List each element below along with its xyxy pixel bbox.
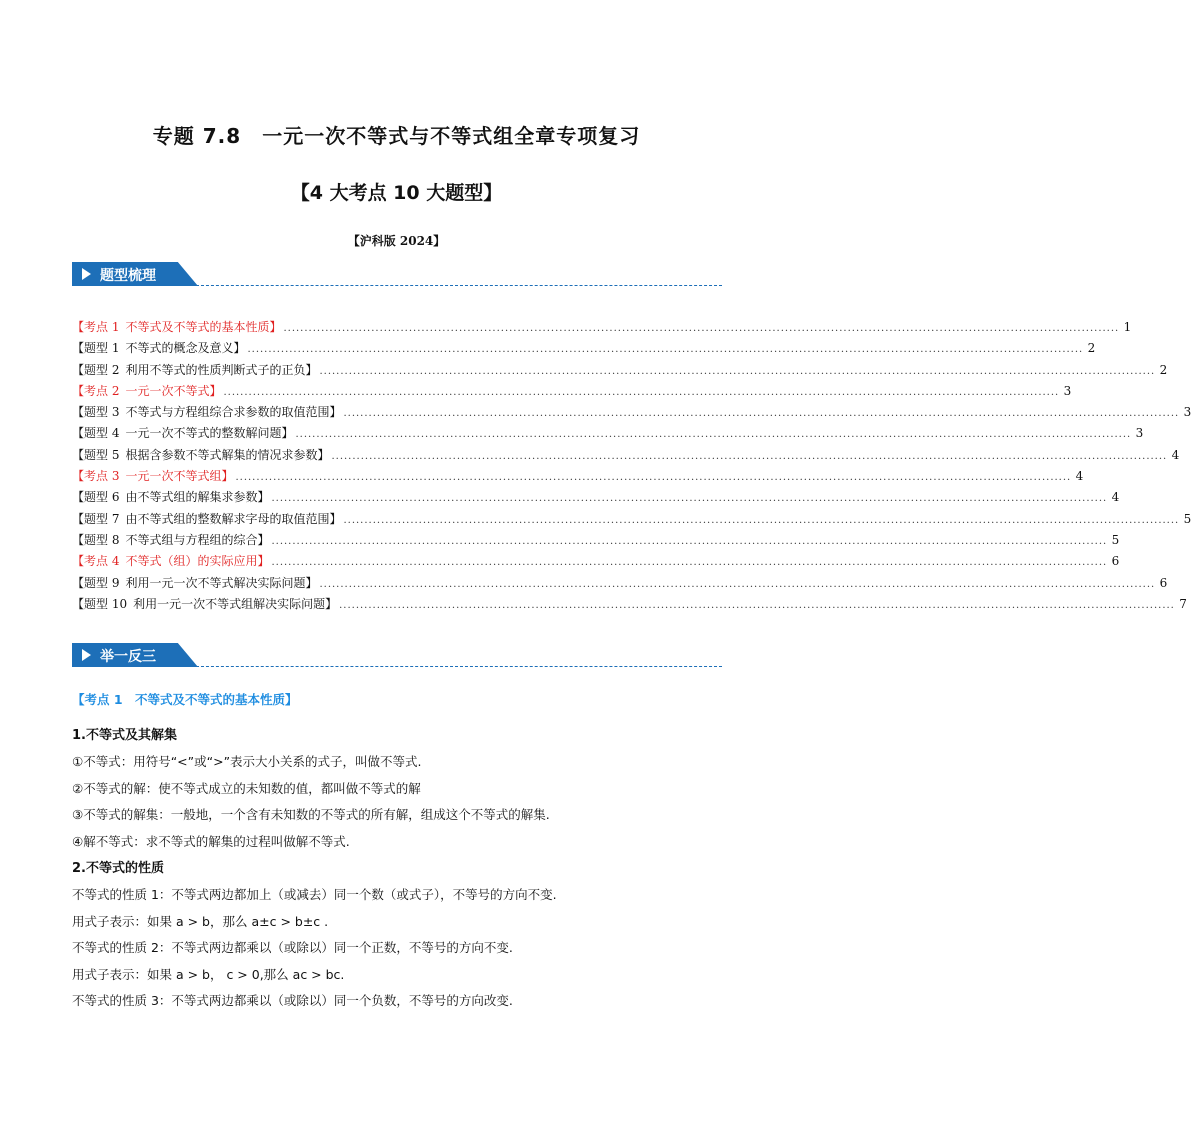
toc-entry-label <box>72 381 221 402</box>
toc-page-number: 2 <box>1087 341 1096 356</box>
toc-entry-label <box>72 466 233 487</box>
toc-entry-label <box>72 317 281 338</box>
toc-entry[interactable] <box>72 509 1191 530</box>
toc-entry[interactable] <box>72 551 1120 572</box>
toc-leader-dots: ........................................................................................................................................................................................................ <box>319 578 1156 590</box>
toc-entry[interactable] <box>72 338 1096 359</box>
toc-entry-title: 不等式（组）的实际应用】 <box>125 554 270 569</box>
toc-page-number: 1 <box>1123 320 1132 334</box>
play-arrow-icon <box>82 268 91 280</box>
section-banner-overview <box>72 262 722 288</box>
toc-page-number: 5 <box>1183 511 1191 526</box>
toc-page-number: 3 <box>1063 383 1072 398</box>
toc-leader-dots: ........................................................................................................................................................................................................ <box>223 386 1060 398</box>
toc-entry-number: 【题型 3 <box>72 405 120 420</box>
toc-entry-label <box>72 573 317 594</box>
section-banner-practice <box>72 643 722 669</box>
kaodian-heading: 【考点 1 不等式及不等式的基本性质】 <box>72 692 298 707</box>
toc-entry-title: 不等式的概念及意义】 <box>125 341 246 356</box>
toc-leader-dots: ........................................................................................................................................................................................................ <box>271 557 1108 569</box>
toc-entry[interactable] <box>72 360 1168 381</box>
toc-entry-title: 一元一次不等式】 <box>125 383 222 398</box>
edition-label: 【沪科版 2024】 <box>347 234 446 248</box>
toc-page-number: 3 <box>1135 426 1144 441</box>
toc-leader-dots: ........................................................................................................................................................................................................ <box>331 450 1168 462</box>
toc-page-number: 4 <box>1171 447 1180 462</box>
toc-entry-number: 【题型 8 <box>72 532 120 547</box>
play-arrow-icon <box>82 649 91 661</box>
toc-entry-number: 【考点 3 <box>72 469 120 484</box>
toc-page-number: 6 <box>1111 554 1120 569</box>
toc-entry[interactable] <box>72 317 1132 338</box>
toc-entry-number: 【题型 9 <box>72 575 120 590</box>
banner-divider <box>196 285 722 286</box>
paragraph: ①不等式：用符号“<”或“>”表示大小关系的式子，叫做不等式. <box>72 754 422 769</box>
toc-entry-label <box>72 338 245 359</box>
toc-leader-dots: ........................................................................................................................................................................................................ <box>295 429 1132 441</box>
toc-entry-title: 利用不等式的性质判断式子的正负】 <box>125 362 318 377</box>
toc-entry[interactable] <box>72 466 1084 487</box>
toc-entry-number: 【题型 5 <box>72 447 120 462</box>
toc-entry-number: 【题型 6 <box>72 490 120 505</box>
toc-leader-dots: ........................................................................................................................................................................................................ <box>283 323 1120 334</box>
toc-entry[interactable] <box>72 530 1120 551</box>
toc-entry-number: 【题型 10 <box>72 596 128 611</box>
toc-entry[interactable] <box>72 445 1180 466</box>
toc-entry[interactable] <box>72 487 1120 508</box>
toc-leader-dots: ........................................................................................................................................................................................................ <box>235 472 1072 484</box>
toc-page-number: 2 <box>1159 362 1168 377</box>
toc-entry-title: 一元一次不等式组】 <box>125 469 234 484</box>
toc-entry-number: 【考点 2 <box>72 383 120 398</box>
toc-entry-title: 不等式及不等式的基本性质】 <box>125 320 282 334</box>
toc-entry-title: 根据含参数不等式解集的情况求参数】 <box>125 447 330 462</box>
toc-entry-label <box>72 360 317 381</box>
paragraph: 不等式的性质 2：不等式两边都乘以（或除以）同一个正数，不等号的方向不变. <box>72 940 513 955</box>
toc-entry-title: 利用一元一次不等式组解决实际问题】 <box>133 596 338 611</box>
page-title: 专题 7.8 一元一次不等式与不等式组全章专项复习 <box>152 124 641 148</box>
toc-leader-dots: ........................................................................................................................................................................................................ <box>339 599 1175 611</box>
toc-page-number: 7 <box>1179 596 1187 611</box>
content-body <box>72 722 732 1015</box>
toc-entry-title: 由不等式组的整数解求字母的取值范围】 <box>125 511 342 526</box>
toc-entry-title: 不等式组与方程组的综合】 <box>125 532 270 547</box>
toc-entry-number: 【题型 1 <box>72 341 120 356</box>
toc-entry-number: 【题型 7 <box>72 511 120 526</box>
banner-divider <box>196 666 722 667</box>
toc-leader-dots: ........................................................................................................................................................................................................ <box>343 514 1180 526</box>
paragraph: ④解不等式：求不等式的解集的过程叫做解不等式. <box>72 833 350 849</box>
toc-entry-label <box>72 594 337 615</box>
section-heading: 1.不等式及其解集 <box>72 728 177 743</box>
table-of-contents <box>72 317 1191 615</box>
section-heading: 2.不等式的性质 <box>72 861 164 876</box>
toc-entry-title: 一元一次不等式的整数解问题】 <box>125 426 294 441</box>
toc-entry[interactable] <box>72 381 1072 402</box>
toc-entry[interactable] <box>72 423 1144 444</box>
toc-entry-title: 利用一元一次不等式解决实际问题】 <box>125 575 318 590</box>
toc-entry-label <box>72 487 269 508</box>
toc-entry-title: 由不等式组的解集求参数】 <box>125 490 270 505</box>
toc-entry-label <box>72 530 269 551</box>
toc-entry-label <box>72 551 269 572</box>
toc-entry[interactable] <box>72 594 1187 615</box>
toc-entry-label <box>72 445 329 466</box>
toc-entry-number: 【题型 2 <box>72 362 120 377</box>
paragraph: ②不等式的解：使不等式成立的未知数的值，都叫做不等式的解 <box>72 780 421 796</box>
toc-leader-dots: ........................................................................................................................................................................................................ <box>343 408 1180 420</box>
toc-page-number: 3 <box>1183 405 1191 420</box>
toc-leader-dots: ........................................................................................................................................................................................................ <box>271 493 1108 505</box>
paragraph: 不等式的性质 3：不等式两边都乘以（或除以）同一个负数，不等号的方向改变. <box>72 993 513 1008</box>
toc-entry-title: 不等式与方程组综合求参数的取值范围】 <box>125 405 342 420</box>
paragraph: 用式子表示：如果 a > b， c > 0,那么 ac > bc. <box>72 966 345 982</box>
paragraph: 用式子表示：如果 a > b，那么 a±c > b±c . <box>72 913 329 929</box>
toc-page-number: 4 <box>1111 490 1120 505</box>
toc-entry-number: 【考点 1 <box>72 320 120 334</box>
banner-label: 举一反三 <box>100 649 156 665</box>
toc-entry-label <box>72 509 341 530</box>
toc-leader-dots: ........................................................................................................................................................................................................ <box>271 535 1108 547</box>
toc-page-number: 4 <box>1075 469 1084 484</box>
toc-page-number: 5 <box>1111 532 1120 547</box>
toc-entry-label <box>72 402 341 423</box>
toc-leader-dots: ........................................................................................................................................................................................................ <box>319 365 1156 377</box>
banner-label: 题型梳理 <box>100 268 156 284</box>
toc-entry-label <box>72 423 293 444</box>
toc-entry[interactable] <box>72 402 1191 423</box>
toc-leader-dots: ........................................................................................................................................................................................................ <box>247 344 1084 356</box>
toc-page-number: 6 <box>1159 575 1168 590</box>
page-subtitle: 【4 大考点 10 大题型】 <box>290 182 503 204</box>
toc-entry[interactable] <box>72 573 1168 594</box>
toc-entry-number: 【考点 4 <box>72 554 120 569</box>
paragraph: 不等式的性质 1：不等式两边都加上（或减去）同一个数（或式子），不等号的方向不变. <box>72 887 557 902</box>
toc-entry-number: 【题型 4 <box>72 426 120 441</box>
paragraph: ③不等式的解集：一般地，一个含有未知数的不等式的所有解，组成这个不等式的解集. <box>72 807 550 822</box>
